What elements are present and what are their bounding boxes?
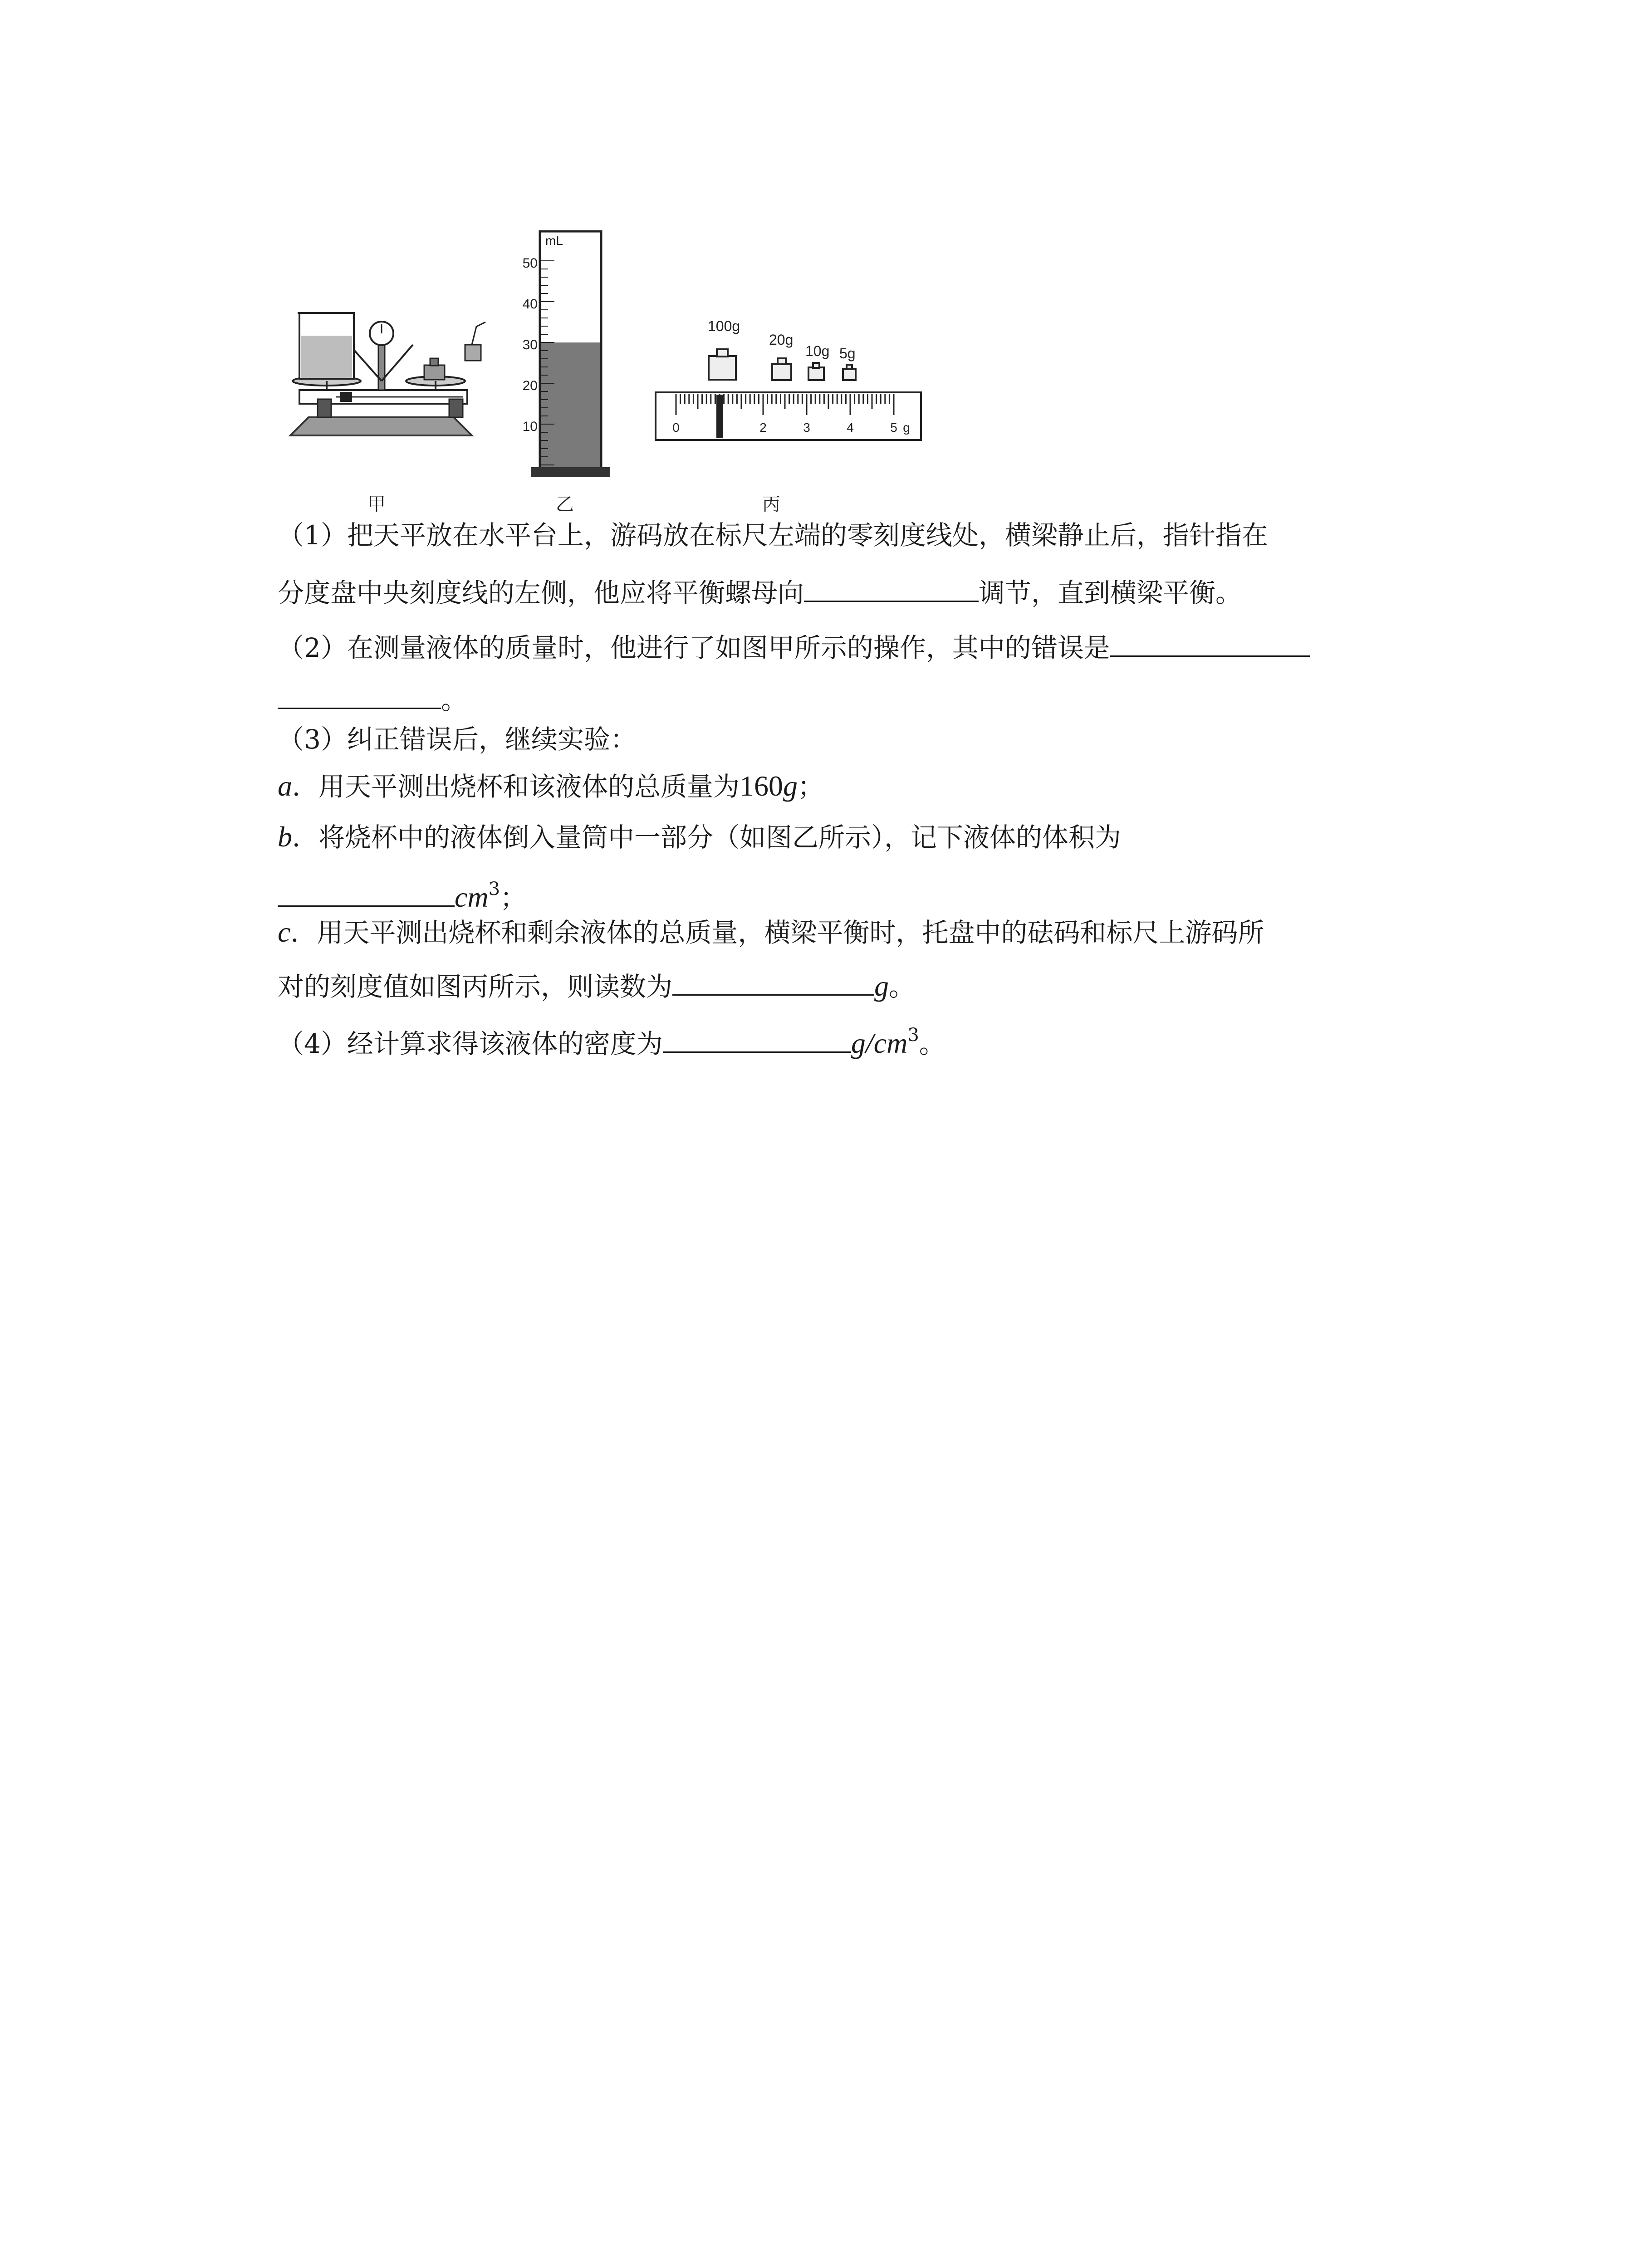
weight-label-20g: 20g: [769, 332, 794, 348]
q2-answer-blank-part2[interactable]: [278, 679, 441, 709]
q2-end: 。: [441, 684, 468, 715]
q3a-label: a: [278, 770, 292, 802]
liquid: [541, 342, 600, 469]
q3b-line2: [278, 871, 526, 916]
figure-jia-caption: 甲: [367, 494, 386, 515]
q3a-text: ．用天平测出烧杯和该液体的总质量为: [292, 771, 740, 802]
figure-bing-caption: 丙: [762, 494, 780, 515]
scale-unit: g: [903, 420, 910, 435]
q3b-unit-exponent: 3: [488, 879, 500, 899]
q4-unit-exponent: 3: [907, 1025, 919, 1046]
q3c-unit: g: [874, 970, 889, 1002]
q3b-line1: [278, 819, 1121, 855]
figure-yi-cylinder: [513, 222, 612, 481]
weight-label-100g: 100g: [708, 318, 740, 334]
weight-label-5g: 5g: [839, 345, 856, 362]
balance-base: [290, 417, 472, 435]
q3c-answer-blank[interactable]: [672, 966, 874, 996]
scale-label: 5: [890, 420, 897, 435]
weight-label-10g: 10g: [805, 343, 830, 359]
q4-end: 。: [919, 1028, 945, 1059]
cylinder-drawing: [513, 222, 612, 481]
q1-line1: （1）把天平放在水平台上，游码放在标尺左端的零刻度线处，横梁静止后，指针指在: [278, 520, 1268, 551]
q4-line: [278, 1017, 945, 1062]
weight: [424, 365, 445, 380]
q1-line2-text: 分度盘中央刻度线的左侧，他应将平衡螺母向: [278, 577, 804, 608]
rider: [340, 392, 352, 402]
figure-yi-caption: 乙: [556, 494, 574, 515]
scale-label: 3: [803, 420, 810, 435]
q3b-answer-blank[interactable]: [278, 877, 455, 907]
weights-drawing: [653, 313, 926, 454]
q4-text: （4）经计算求得该液体的密度为: [278, 1028, 663, 1059]
tick-label: 20: [522, 378, 538, 393]
q2-line2: [278, 679, 467, 718]
q2-answer-blank-part1[interactable]: [1110, 627, 1310, 657]
weight-100g: [709, 356, 736, 380]
balance-drawing: [272, 290, 490, 440]
q2-line1: [278, 627, 1310, 666]
q1-answer-blank[interactable]: [804, 572, 979, 602]
tick-label: 40: [522, 297, 538, 312]
tick-label: 50: [522, 256, 538, 271]
tick-label: 30: [522, 337, 538, 352]
q3b-unit: cm: [455, 881, 489, 913]
q1-line2: [278, 572, 1242, 611]
unit-label: mL: [545, 234, 563, 248]
figure-jia-balance: [272, 290, 490, 440]
scale-label: 2: [759, 420, 767, 435]
weight-10g: [808, 367, 824, 380]
weight-20g: [772, 364, 791, 380]
q3c-end: 。: [889, 971, 916, 1002]
tick-label: 10: [522, 419, 538, 434]
q3a-end: ；: [798, 771, 824, 802]
q3c-line2: [278, 966, 915, 1005]
q3a-line: [278, 768, 824, 805]
q3b-label: b: [278, 821, 292, 853]
q4-unit: g/cm: [851, 1027, 908, 1059]
q3b-text: ．将烧杯中的液体倒入量筒中一部分（如图乙所示），记下液体的体积为: [292, 822, 1122, 853]
q3a-unit: g: [783, 770, 798, 802]
q3b-end: ；: [500, 882, 527, 913]
scale-label: 4: [847, 420, 854, 435]
q1-line2-end: 调节，直到横梁平衡。: [979, 577, 1242, 608]
scale-label: 0: [672, 420, 680, 435]
weight-5g: [843, 369, 856, 380]
tweezers: [472, 322, 485, 345]
q3c-label: c: [278, 916, 291, 948]
q2-text: （2）在测量液体的质量时，他进行了如图甲所示的操作，其中的错误是: [278, 632, 1110, 663]
q3-heading: （3）纠正错误后，继续实验：: [278, 724, 637, 755]
rider-marker: [716, 395, 723, 438]
q3c-line1: [278, 914, 1264, 951]
q4-answer-blank[interactable]: [663, 1023, 851, 1053]
q3c-text: ．用天平测出烧杯和剩余液体的总质量，横梁平衡时，托盘中的砝码和标尺上游码所: [290, 917, 1264, 948]
figure-bing-weights: [653, 313, 926, 454]
q3a-value: 160: [740, 770, 784, 802]
q3c-line2-text: 对的刻度值如图丙所示，则读数为: [278, 971, 673, 1002]
